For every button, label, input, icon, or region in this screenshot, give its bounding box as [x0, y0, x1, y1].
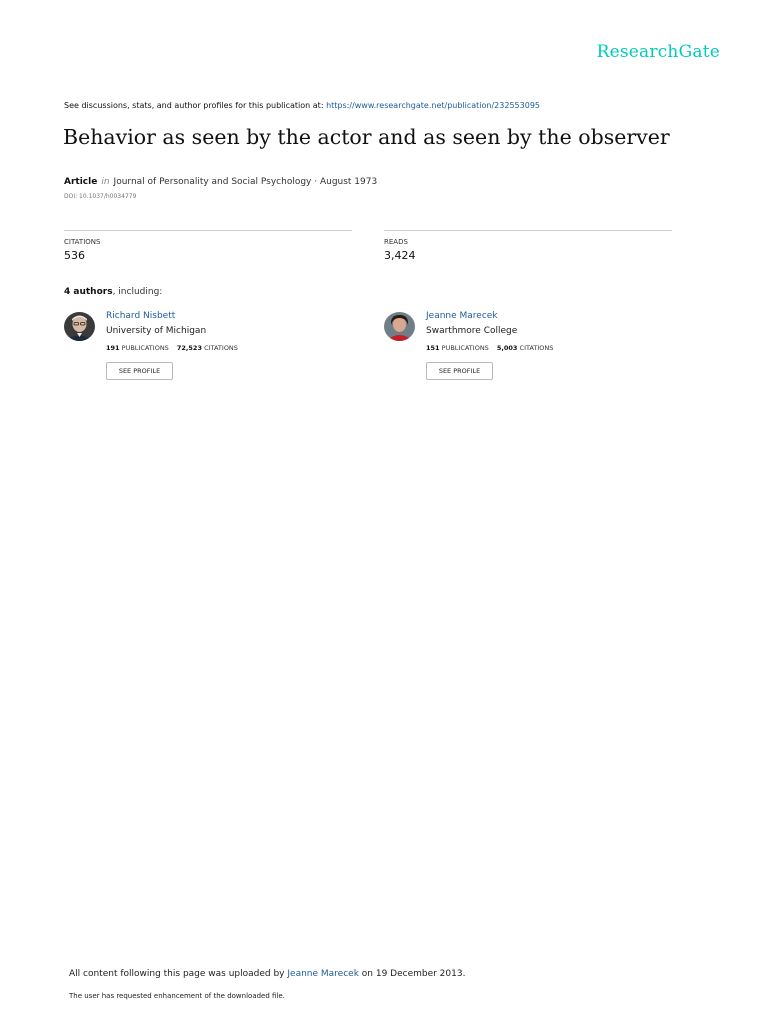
- publications-count: 151: [426, 344, 440, 352]
- author-card: [64, 311, 364, 391]
- publications-label: PUBLICATIONS: [441, 344, 489, 352]
- avatar-photo-icon: [64, 312, 95, 341]
- divider-left: [64, 230, 352, 231]
- publication-link-line: [64, 101, 540, 110]
- author-avatar[interactable]: [384, 312, 415, 341]
- page-title: Behavior as seen by the actor and as seen by the observer: [63, 125, 670, 149]
- citations-count: 5,003: [496, 344, 518, 352]
- author-institution: Swarthmore College: [426, 326, 518, 336]
- avatar-photo-icon: [384, 312, 415, 341]
- author-stats: [426, 344, 553, 352]
- citations-count: 72,523: [176, 344, 202, 352]
- author-card: [384, 311, 684, 391]
- author-stats: [106, 344, 238, 352]
- journal-info: Journal of Personality and Social Psychology · August 1973: [113, 177, 378, 187]
- authors-heading: [64, 287, 162, 297]
- citations-label: CITATIONS: [519, 344, 554, 352]
- author-institution: University of Michigan: [106, 326, 207, 336]
- authors-count: 4 authors: [64, 287, 113, 297]
- upload-notice: [69, 969, 465, 979]
- article-type: Article: [64, 177, 98, 187]
- divider-right: [384, 230, 672, 231]
- citations-label: CITATIONS: [204, 344, 238, 352]
- author-name-link[interactable]: Richard Nisbett: [106, 311, 176, 321]
- see-profile-button[interactable]: SEE PROFILE: [426, 362, 493, 380]
- reads-label: READS: [384, 238, 408, 246]
- enhancement-notice: The user has requested enhancement of the downloaded file.: [69, 992, 285, 1000]
- authors-suffix: , including:: [112, 287, 163, 297]
- see-profile-button[interactable]: SEE PROFILE: [106, 362, 173, 380]
- see-text: See discussions, stats, and author profiles for this publication at:: [64, 101, 327, 110]
- upload-prefix: All content following this page was uploaded by: [69, 969, 288, 979]
- article-meta: [64, 177, 377, 187]
- publications-count: 191: [106, 344, 120, 352]
- citations-label: CITATIONS: [64, 238, 101, 246]
- upload-suffix: on 19 December 2013.: [358, 969, 466, 979]
- author-avatar[interactable]: [64, 312, 95, 341]
- in-label: in: [101, 177, 110, 187]
- publication-url-link[interactable]: https://www.researchgate.net/publication/232553095: [326, 101, 540, 110]
- reads-value: 3,424: [384, 249, 416, 262]
- author-name-link[interactable]: Jeanne Marecek: [426, 311, 498, 321]
- publications-label: PUBLICATIONS: [121, 344, 169, 352]
- researchgate-logo[interactable]: ResearchGate: [596, 42, 720, 62]
- uploader-link[interactable]: Jeanne Marecek: [287, 969, 359, 979]
- doi-text: DOI: 10.1037/h0034779: [64, 193, 137, 200]
- citations-value: 536: [64, 249, 85, 262]
